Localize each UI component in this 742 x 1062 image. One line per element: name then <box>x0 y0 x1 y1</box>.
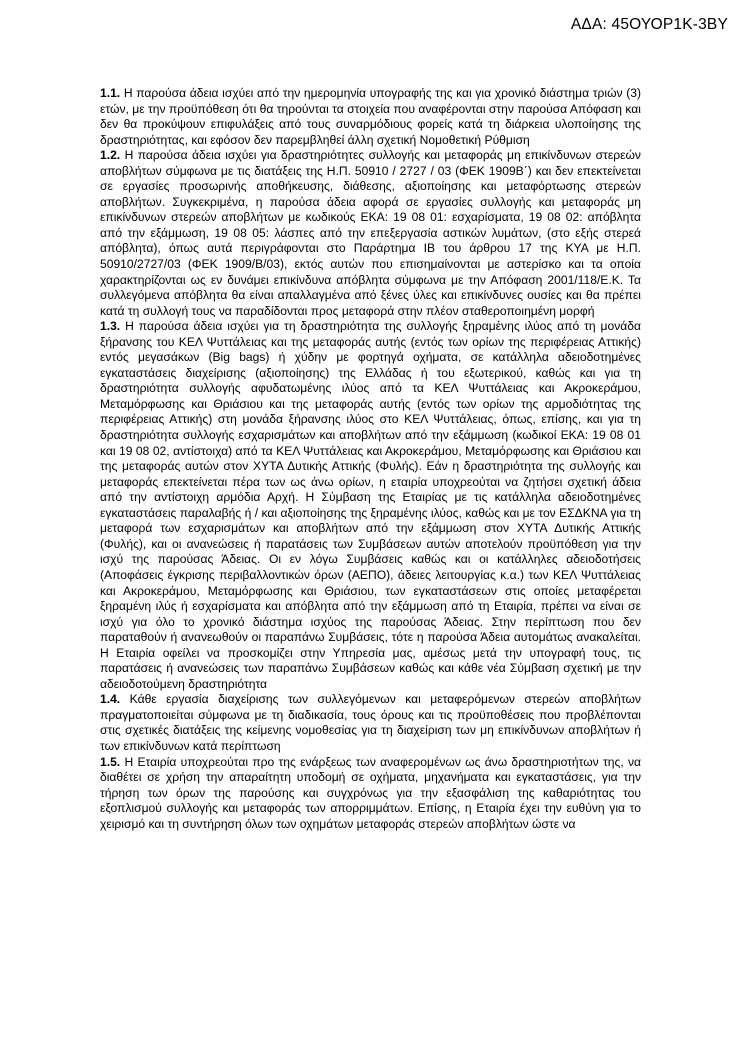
paragraph-text: Η παρούσα άδεια ισχύει για δραστηριότητες συλλογής και μεταφοράς μη επικίνδυνων στερεών αποβλήτων σύμφωνα με τις διατάξεις της Η.Π. 50910 / 2727 / 03 (ΦΕΚ 1909Β΄) και δεν επεκτείνεται σε εργασίες προσωρινής αποθήκευσης, διάθεσης, αξιοποίησης και μεταφόρτωσης στερεών αποβλήτων. Συγκεκριμένα, η παρούσα άδεια αφορά σε εργασίες συλλογής και μεταφοράς μη επικίνδυνων στερεών αποβλήτων με κωδικούς ΕΚΑ: 19 08 01: εσχαρίσματα, 19 08 02: απόβλητα από την εξάμμωση, 19 08 05: λάσπες από την επεξεργασία αστικών λυμάτων, (στο εξής στερεά απόβλητα), όπως αυτά περιγράφονται στο Παράρτημα ΙΒ του άρθρου 17 της ΚΥΑ με Η.Π. 50910/2727/03 (ΦΕΚ 1909/Β/03), εκτός αυτών που επισημαίνονται με αστερίσκο και τα οποία χαρακτηρίζονται ως εν δυνάμει επικίνδυνα απόβλητα σύμφωνα με την Απόφαση 2001/118/Ε.Κ. Τα συλλεγόμενα απόβλητα θα είναι απαλλαγμένα από ξένες ύλες και επικίνδυνες ουσίες και θα πρέπει κατά τη συλλογή τους να παραδίδονται προς μεταφορά στην πλέον σταθεροποιημένη μορφή <box>100 148 641 318</box>
paragraph-text: Η παρούσα άδεια ισχύει από την ημερομηνία υπογραφής της και για χρονικό διάστημα τριών (3) ετών, με την προϋπόθεση ότι θα τηρούνται τα στοιχεία που αναφέρονται στην παρούσα Απόφαση και δεν θα προκύψουν επιφυλάξεις από τους συναρμόδιους φορείς κατά τη διάρκεια υλοποίησης της δραστηριότητας, και εφόσον δεν παρεμβληθεί άλλη σχετική Νομοθετική Ρύθμιση <box>100 86 641 147</box>
paragraph-number: 1.1. <box>100 86 121 100</box>
paragraph-1-4 <box>100 692 641 754</box>
paragraph-number: 1.5. <box>100 754 121 769</box>
paragraph-1-1 <box>100 86 641 148</box>
paragraph-number: 1.3. <box>100 319 121 334</box>
paragraph-number: 1.2. <box>100 148 121 163</box>
paragraph-text: Η παρούσα άδεια ισχύει για τη δραστηριότητα της συλλογής ξηραμένης ιλύος από τη μονάδα ξήρανσης του ΚΕΛ Ψυττάλειας και της μεταφοράς αυτής (εντός των ορίων της περιφέρειας Αττικής) εντός μεγασάκων (Big bags) ή χύδην με φορτηγά οχήματα, σε κατάλληλα αδειοδοτημένες εγκαταστάσεις διαχείρισης (αξιοποίησης) της Ελλάδας ή του εξωτερικού, καθώς και για τη δραστηριότητα συλλογής αφυδατωμένης ιλύος από τα ΚΕΛ Ψυττάλειας και Ακροκεράμου, Μεταμόρφωσης και Θριάσιου και της μεταφοράς αυτής (εντός των ορίων της αρμοδιότητας της περιφέρειας Αττικής) στη μονάδα ξήρανσης ιλύος στο ΚΕΛ Ψυττάλειας, όπως, επίσης, και για τη δραστηριότητα συλλογής εσχαρισμάτων και αποβλήτων από την εξάμμωση (κωδικοί ΕΚΑ: 19 08 01 και 19 08 02, αντίστοιχα) από τα ΚΕΛ Ψυττάλειας και Ακροκεράμου, Μεταμόρφωσης και Θριάσιου και της μεταφοράς αυτών στον ΧΥΤΑ Δυτικής Αττικής (Φυλής). Εάν η δραστηριότητα της συλλογής και μεταφοράς επεκτείνεται πέρα των ως άνω ορίων, η εταιρία υποχρεούται να ζητήσει σχετική άδεια από την αντίστοιχη αρμόδια Αρχή. Η Σύμβαση της Εταιρίας με τις κατάλληλα αδειοδοτημένες εγκαταστάσεις παραλαβής ή / και αξιοποίησης της ξηραμένης ιλύος, καθώς και με τον ΕΣΔΚΝΑ για τη μεταφορά των εσχαρισμάτων και αποβλήτων από την εξάμμωση στον ΧΥΤΑ Δυτικής Αττικής (Φυλής), και οι ανανεώσεις ή παρατάσεις των Συμβάσεων αυτών αποτελούν προϋπόθεση για την ισχύ της παρούσας Άδειας. Οι εν λόγω Συμβάσεις καθώς και οι κατάλληλες αδειοδοτήσεις (Αποφάσεις έγκρισης περιβαλλοντικών όρων (ΑΕΠΟ), άδειες λειτουργίας κ.α.) των ΚΕΛ Ψυττάλειας και Ακροκεράμου, Μεταμόρφωσης και Θριάσιου, των εγκαταστάσεων στις οποίες μεταφέρεται ξηραμένη ιλύς ή εσχαρίσματα και απόβλητα από την εξάμμωση από τη Εταιρία, πρέπει να είναι σε ισχύ για όλο το χρονικό διάστημα ισχύος της παρούσας Άδειας. Στην περίπτωση που δεν παραταθούν ή ανανεωθούν οι παραπάνω Συμβάσεις, τότε η παρούσα Άδεια αυτομάτως ανακαλείται. Η Εταιρία οφείλει να προσκομίζει στην Υπηρεσία μας, αμέσως μετά την υπογραφή τους, τις παρατάσεις ή ανανεώσεις των παραπάνω Συμβάσεων καθώς και κάθε νέα Σύμβαση σχετική με την αδειοδοτούμενη δραστηριότητα <box>100 319 641 691</box>
ada-code: ΑΔΑ: 45ΟΥΟΡ1Κ-3ΒΥ <box>570 16 728 33</box>
paragraph-1-5 <box>100 755 641 833</box>
paragraph-text: Η Εταιρία υποχρεούται προ της ενάρξεως των αναφερομένων ως άνω δραστηριοτήτων της, να διαθέτει σε χρήση την απαραίτητη υποδομή σε οχήματα, μηχανήματα και εγκαταστάσεις, για την τήρηση των όρων της παρούσης και συγχρόνως για την εξασφάλιση της καθαριότητας του εξοπλισμού συλλογής και μεταφοράς των απορριμμάτων. Επίσης, η Εταιρία έχει την ευθύνη για το χειρισμό και τη συντήρηση όλων των οχημάτων μεταφοράς στερεών αποβλήτων ώστε να <box>100 754 641 831</box>
document-body <box>100 86 641 832</box>
paragraph-1-2 <box>100 148 641 319</box>
paragraph-text: Κάθε εργασία διαχείρισης των συλλεγόμενων και μεταφερόμενων στερεών αποβλήτων πραγματοποιείται σύμφωνα με τη διαδικασία, τους όρους και τις προϋποθέσεις που προβλέπονται στις σχετικές διατάξεις της κείμενης νομοθεσίας για τη διαχείριση των μη επικίνδυνων αποβλήτων ή των επικίνδυνων κατά περίπτωση <box>100 692 641 753</box>
paragraph-1-3 <box>100 319 641 692</box>
paragraph-number: 1.4. <box>100 692 121 707</box>
